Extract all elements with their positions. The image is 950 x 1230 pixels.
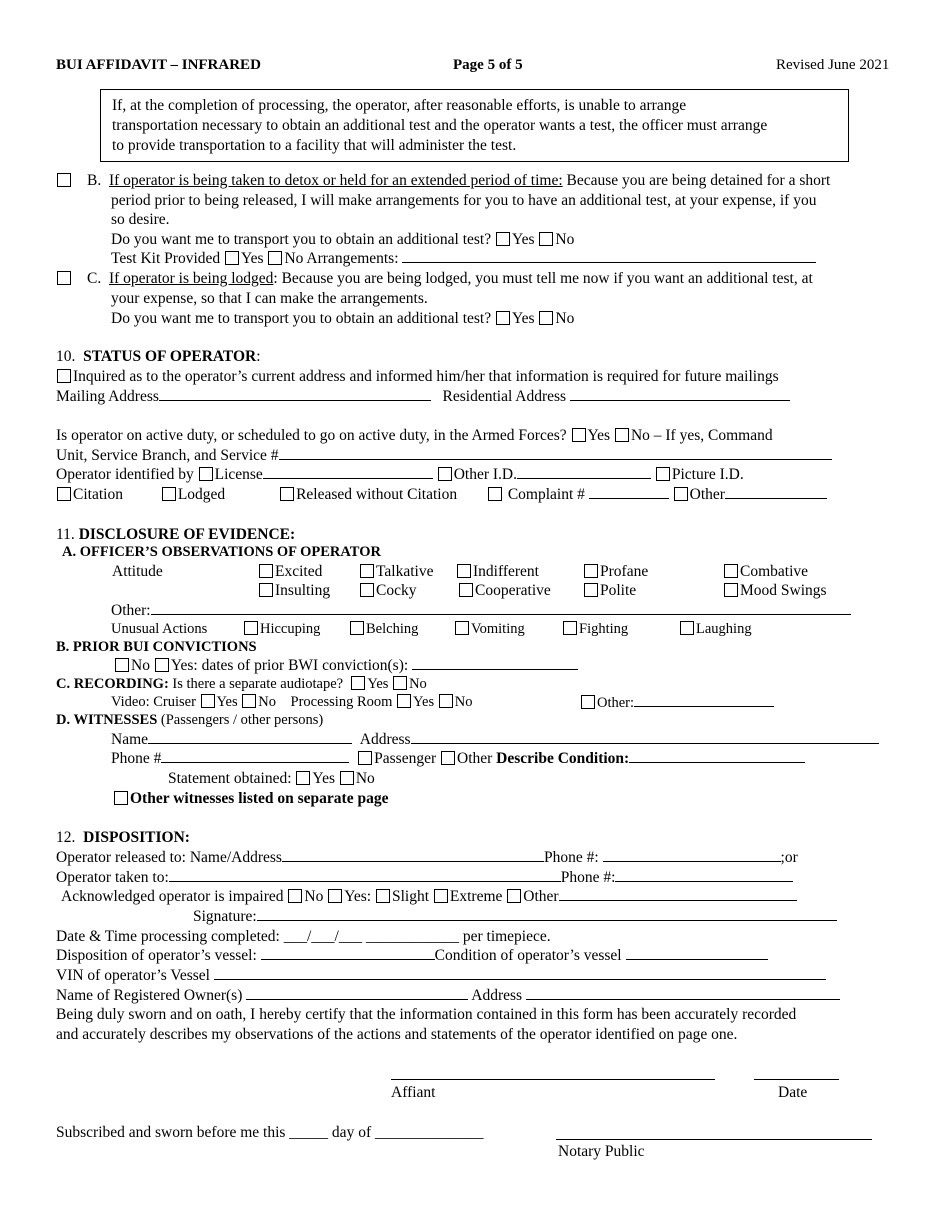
- attitude-label: Attitude: [112, 563, 163, 580]
- residential-address-field[interactable]: [570, 387, 790, 401]
- vin-label: VIN of operator’s Vessel: [56, 967, 210, 984]
- released-or: ;or: [780, 849, 798, 866]
- recording-no-label: No: [409, 676, 427, 692]
- video-row: [111, 693, 473, 712]
- ack-yes-label: Yes:: [344, 888, 372, 905]
- released-to-row: [56, 848, 798, 867]
- attitude-excited-label: Excited: [275, 563, 323, 580]
- attitude-combative: [723, 562, 808, 581]
- attitude-indifferent-checkbox[interactable]: [457, 564, 471, 578]
- address-row: [56, 387, 790, 406]
- statement-yes-checkbox[interactable]: [296, 771, 310, 785]
- vessel-disposition-label: Disposition of operator’s vessel:: [56, 947, 257, 964]
- signature-label: Signature:: [193, 908, 257, 925]
- section-b-checkbox[interactable]: [57, 173, 71, 187]
- action-laughing: [679, 620, 752, 639]
- action-hiccuping: [243, 620, 320, 639]
- taken-phone-field[interactable]: [615, 868, 793, 882]
- section-b-condition: If operator is being taken to detox or held for an extended period of time:: [108, 172, 563, 189]
- processing-room-label: Processing Room: [290, 694, 393, 710]
- action-belching-checkbox[interactable]: [350, 621, 364, 635]
- status-number: 10.: [56, 348, 76, 365]
- released-to-field[interactable]: [282, 848, 544, 862]
- statement-no-checkbox[interactable]: [340, 771, 354, 785]
- owner-row: [56, 986, 840, 1005]
- owner-address-field[interactable]: [526, 986, 840, 1000]
- outcome-other-field[interactable]: [725, 485, 827, 499]
- prior-convictions-title: B. PRIOR BUI CONVICTIONS: [56, 639, 257, 655]
- mailing-address-label: Mailing Address: [56, 388, 159, 405]
- attitude-cocky-checkbox[interactable]: [360, 583, 374, 597]
- test-kit-yes-checkbox[interactable]: [225, 251, 239, 265]
- header-page-number: Page 5 of 5: [453, 57, 523, 73]
- recording-row: [56, 675, 427, 694]
- statement-label: Statement obtained:: [168, 770, 292, 787]
- active-duty-question: Is operator on active duty, or scheduled to go on active duty, in the Armed Forces?: [56, 427, 567, 444]
- header-revision: Revised June 2021: [776, 57, 890, 73]
- released-label: Released without Citation: [296, 486, 458, 503]
- lodged-checkbox[interactable]: [162, 487, 176, 501]
- section-c-yes-label: Yes: [511, 310, 535, 327]
- acknowledged-label: Acknowledged operator is impaired: [61, 888, 284, 905]
- ack-other-checkbox[interactable]: [507, 889, 521, 903]
- oath-line-2: and accurately describes my observations of the actions and statements of the operator identified on page one.: [56, 1026, 738, 1043]
- service-row: [56, 446, 832, 465]
- license-checkbox[interactable]: [199, 467, 213, 481]
- recording-yes-checkbox[interactable]: [351, 676, 365, 690]
- ack-other-label: Other: [523, 888, 559, 905]
- witness-phone-label: Phone #: [111, 750, 162, 767]
- recording-yes-label: Yes: [367, 676, 389, 692]
- active-duty-no-checkbox[interactable]: [615, 428, 629, 442]
- taken-to-row: [56, 868, 793, 887]
- witness-phone-row: [111, 749, 805, 768]
- notice-line-1: If, at the completion of processing, the operator, after reasonable efforts, is unable to arrange: [112, 97, 687, 114]
- section-c-letter: C.: [87, 270, 102, 287]
- affiant-signature-line[interactable]: [391, 1079, 715, 1080]
- witness-name-field[interactable]: [148, 730, 352, 744]
- witnesses-subtitle: (Passengers / other persons): [157, 712, 324, 728]
- section-c-no-checkbox[interactable]: [539, 311, 553, 325]
- section-b-line-3: so desire.: [111, 211, 170, 228]
- subscribed-text: Subscribed and sworn before me this _____ day of ______________: [56, 1124, 484, 1141]
- attitude-cocky: [359, 581, 416, 600]
- inquired-checkbox[interactable]: [57, 369, 71, 383]
- section-b-question-row: [111, 230, 574, 249]
- section-b-no-label: No: [555, 231, 575, 248]
- active-duty-row: [56, 426, 773, 445]
- witness-name-row: [111, 730, 879, 749]
- taken-phone-label: Phone #:: [560, 869, 616, 886]
- attitude-mood-swings: [723, 581, 827, 600]
- header-form-title: BUI AFFIDAVIT – INFRARED: [56, 57, 261, 73]
- vessel-condition-label: Condition of operator’s vessel: [434, 947, 622, 964]
- describe-condition-field[interactable]: [629, 749, 805, 763]
- lodged-label: Lodged: [177, 486, 226, 503]
- notice-line-2: transportation necessary to obtain an additional test and the operator wants a test, the officer must arrange: [112, 117, 768, 134]
- witness-passenger-label: Passenger: [374, 750, 437, 767]
- ack-yes-checkbox[interactable]: [328, 889, 342, 903]
- video-other-field[interactable]: [634, 693, 774, 707]
- license-field[interactable]: [263, 465, 433, 479]
- section-b-yes-checkbox[interactable]: [496, 232, 510, 246]
- notice-line-3: to provide transportation to a facility that will administer the test.: [112, 137, 517, 154]
- prior-convictions-row: [114, 656, 578, 675]
- owner-address-label: Address: [471, 987, 523, 1004]
- other-id-checkbox[interactable]: [438, 467, 452, 481]
- ack-other-field[interactable]: [559, 887, 797, 901]
- released-to-label: Operator released to: Name/Address: [56, 849, 282, 866]
- witness-passenger-checkbox[interactable]: [358, 751, 372, 765]
- section-c-text-1: : Because you are being lodged, you must tell me now if you want an additional test, at: [273, 270, 813, 287]
- disposition-number: 12.: [56, 829, 76, 846]
- action-fighting: [562, 620, 628, 639]
- observations-title: A. OFFICER’S OBSERVATIONS OF OPERATOR: [62, 544, 381, 560]
- action-belching: [349, 620, 418, 639]
- statement-no-label: No: [355, 770, 375, 787]
- video-other-checkbox[interactable]: [581, 695, 595, 709]
- processing-yes-checkbox[interactable]: [397, 694, 411, 708]
- action-fighting-label: Fighting: [579, 621, 629, 637]
- vessel-row: [56, 946, 768, 965]
- prior-no-label: No: [131, 657, 150, 674]
- outcome-other-label: Other: [689, 486, 725, 503]
- attitude-profane-label: Profane: [600, 563, 649, 580]
- attitude-talkative-label: Talkative: [376, 563, 434, 580]
- identified-label: Operator identified by: [56, 466, 194, 483]
- owner-label: Name of Registered Owner(s): [56, 987, 243, 1004]
- released-checkbox[interactable]: [280, 487, 294, 501]
- section-b-letter: B.: [87, 172, 102, 189]
- vin-field[interactable]: [214, 966, 826, 980]
- residential-address-label: Residential Address: [442, 388, 567, 405]
- license-label: License: [214, 466, 263, 483]
- test-kit-no-checkbox[interactable]: [268, 251, 282, 265]
- vin-row: [56, 966, 826, 985]
- action-fighting-checkbox[interactable]: [563, 621, 577, 635]
- mailing-address-field[interactable]: [159, 387, 431, 401]
- test-kit-row: [111, 249, 816, 268]
- section-c-condition: If operator is being lodged: [108, 270, 274, 287]
- attitude-indifferent-label: Indifferent: [473, 563, 539, 580]
- active-duty-yes-label: Yes: [587, 427, 611, 444]
- released-phone-field[interactable]: [603, 848, 781, 862]
- section-c-checkbox[interactable]: [57, 271, 71, 285]
- statement-yes-label: Yes: [312, 770, 335, 787]
- attitude-polite-label: Polite: [600, 582, 637, 599]
- witnesses-heading: [56, 711, 323, 730]
- action-vomiting-label: Vomiting: [471, 621, 525, 637]
- attitude-indifferent: [456, 562, 539, 581]
- recording-label: C. RECORDING:: [56, 676, 169, 692]
- active-duty-no-label: No – If yes, Command: [630, 427, 773, 444]
- complaint-label: Complaint #: [507, 486, 585, 503]
- section-c-line-2: your expense, so that I can make the arrangements.: [111, 290, 428, 307]
- recording-question: Is there a separate audiotape?: [172, 676, 344, 692]
- affiant-label: Affiant: [391, 1084, 436, 1101]
- oath-line-1: Being duly sworn and on oath, I hereby certify that the information contained in this form has been accurately recorded: [56, 1006, 797, 1023]
- other-observation-field[interactable]: [151, 601, 851, 615]
- section-b-line-1: [56, 171, 830, 190]
- attitude-mood-swings-checkbox[interactable]: [724, 583, 738, 597]
- outcome-other-checkbox[interactable]: [674, 487, 688, 501]
- witness-other-label: Other: [457, 750, 493, 767]
- action-hiccuping-checkbox[interactable]: [244, 621, 258, 635]
- attitude-cooperative-label: Cooperative: [475, 582, 551, 599]
- outcome-row: [56, 485, 827, 504]
- notary-label: Notary Public: [558, 1143, 645, 1160]
- action-vomiting: [454, 620, 525, 639]
- video-yes-label: Yes: [216, 694, 238, 710]
- signature-row: [193, 907, 837, 926]
- witness-address-label: Address: [359, 731, 411, 748]
- section-b-text-1: Because you are being detained for a short: [562, 172, 831, 189]
- ack-slight-checkbox[interactable]: [376, 889, 390, 903]
- attitude-talkative-checkbox[interactable]: [360, 564, 374, 578]
- ack-no-checkbox[interactable]: [288, 889, 302, 903]
- status-heading: [56, 347, 261, 366]
- affiant-date-line[interactable]: [754, 1079, 839, 1080]
- video-cruiser-label: Video: Cruiser: [111, 694, 196, 710]
- vessel-disposition-field[interactable]: [261, 946, 435, 960]
- test-kit-yes-label: Yes: [241, 250, 264, 267]
- section-c-line-1: [56, 269, 813, 288]
- attitude-excited: [258, 562, 322, 581]
- section-b-line-2: period prior to being released, I will make arrangements for you to have an additional test, at your expense, if you: [111, 192, 817, 209]
- disposition-heading: [56, 828, 190, 847]
- video-yes-checkbox[interactable]: [201, 694, 215, 708]
- picture-id-checkbox[interactable]: [656, 467, 670, 481]
- disclosure-title: DISCLOSURE OF EVIDENCE:: [78, 526, 296, 543]
- taken-to-field[interactable]: [169, 868, 561, 882]
- action-vomiting-checkbox[interactable]: [455, 621, 469, 635]
- attitude-insulting-checkbox[interactable]: [259, 583, 273, 597]
- unusual-actions-label: Unusual Actions: [111, 621, 208, 637]
- other-observation-label: Other:: [111, 602, 151, 619]
- other-id-field[interactable]: [517, 465, 651, 479]
- other-witnesses-label: Other witnesses listed on separate page: [130, 790, 389, 807]
- witnesses-label: D. WITNESSES: [56, 712, 158, 728]
- attitude-combative-label: Combative: [740, 563, 809, 580]
- test-kit-arrangements-field[interactable]: [402, 249, 816, 263]
- notary-signature-line[interactable]: [556, 1139, 872, 1140]
- section-b-yes-label: Yes: [511, 231, 535, 248]
- disclosure-heading: [56, 525, 295, 544]
- prior-yes-label: Yes: dates of prior BWI conviction(s):: [170, 657, 409, 674]
- attitude-cocky-label: Cocky: [376, 582, 417, 599]
- ack-extreme-checkbox[interactable]: [434, 889, 448, 903]
- section-c-question-row: [111, 309, 574, 328]
- attitude-insulting: [258, 581, 330, 600]
- identified-row: [56, 465, 744, 484]
- section-b-no-checkbox[interactable]: [539, 232, 553, 246]
- attitude-profane: [583, 562, 648, 581]
- other-witnesses-checkbox[interactable]: [114, 791, 128, 805]
- processing-completed: Date & Time processing completed: ___/___/___ ____________ per timepiece.: [56, 928, 551, 945]
- disclosure-number: 11.: [56, 526, 75, 543]
- ack-extreme-label: Extreme: [449, 888, 503, 905]
- ack-no-label: No: [304, 888, 324, 905]
- acknowledged-row: [61, 887, 797, 906]
- active-duty-yes-checkbox[interactable]: [572, 428, 586, 442]
- action-belching-label: Belching: [366, 621, 419, 637]
- video-other-row: [580, 693, 774, 713]
- processing-no-checkbox[interactable]: [439, 694, 453, 708]
- video-no-label: No: [258, 694, 276, 710]
- test-kit-no-label: No Arrangements:: [284, 250, 399, 267]
- processing-yes-label: Yes: [413, 694, 435, 710]
- section-c-yes-checkbox[interactable]: [496, 311, 510, 325]
- attitude-cooperative: [458, 581, 551, 600]
- complaint-checkbox[interactable]: [488, 487, 502, 501]
- other-observation-row: [111, 601, 851, 620]
- service-label: Unit, Service Branch, and Service #: [56, 447, 279, 464]
- processing-no-label: No: [454, 694, 473, 710]
- attitude-polite: [583, 581, 636, 600]
- attitude-talkative: [359, 562, 433, 581]
- picture-id-label: Picture I.D.: [671, 466, 744, 483]
- prior-no-checkbox[interactable]: [115, 658, 129, 672]
- other-id-label: Other I.D.: [453, 466, 517, 483]
- citation-checkbox[interactable]: [57, 487, 71, 501]
- complaint-field[interactable]: [589, 485, 669, 499]
- attitude-polite-checkbox[interactable]: [584, 583, 598, 597]
- released-phone-label: Phone #:: [543, 849, 599, 866]
- video-other-label: Other:: [597, 695, 635, 711]
- taken-to-label: Operator taken to:: [56, 869, 169, 886]
- status-title: STATUS OF OPERATOR: [83, 348, 257, 365]
- date-label: Date: [778, 1084, 808, 1101]
- action-hiccuping-label: Hiccuping: [260, 621, 321, 637]
- vessel-condition-field[interactable]: [626, 946, 768, 960]
- attitude-excited-checkbox[interactable]: [259, 564, 273, 578]
- attitude-mood-swings-label: Mood Swings: [740, 582, 827, 599]
- ack-slight-label: Slight: [391, 888, 430, 905]
- witness-other-checkbox[interactable]: [441, 751, 455, 765]
- inquired-text: Inquired as to the operator’s current address and informed him/her that information is required for future mailings: [73, 368, 779, 385]
- video-no-checkbox[interactable]: [242, 694, 256, 708]
- attitude-combative-checkbox[interactable]: [724, 564, 738, 578]
- action-laughing-label: Laughing: [696, 621, 752, 637]
- other-witnesses-row: [113, 789, 388, 808]
- citation-label: Citation: [73, 486, 123, 503]
- witness-address-field[interactable]: [411, 730, 879, 744]
- statement-row: [168, 769, 375, 788]
- prior-dates-field[interactable]: [412, 656, 578, 670]
- witness-name-label: Name: [111, 731, 149, 748]
- attitude-insulting-label: Insulting: [275, 582, 331, 599]
- signature-field[interactable]: [257, 907, 837, 921]
- section-c-no-label: No: [555, 310, 575, 327]
- action-laughing-checkbox[interactable]: [680, 621, 694, 635]
- disposition-title: DISPOSITION:: [83, 829, 190, 846]
- status-colon: :: [256, 348, 261, 365]
- prior-yes-checkbox[interactable]: [155, 658, 169, 672]
- witness-phone-field[interactable]: [161, 749, 349, 763]
- section-b-question: Do you want me to transport you to obtain an additional test?: [111, 231, 492, 248]
- recording-no-checkbox[interactable]: [393, 676, 407, 690]
- owner-field[interactable]: [246, 986, 468, 1000]
- inquired-row: [56, 367, 779, 386]
- describe-condition-label: Describe Condition:: [496, 750, 630, 767]
- section-c-question: Do you want me to transport you to obtain an additional test?: [111, 310, 492, 327]
- test-kit-label: Test Kit Provided: [111, 250, 221, 267]
- service-field[interactable]: [279, 446, 832, 460]
- attitude-cooperative-checkbox[interactable]: [459, 583, 473, 597]
- attitude-profane-checkbox[interactable]: [584, 564, 598, 578]
